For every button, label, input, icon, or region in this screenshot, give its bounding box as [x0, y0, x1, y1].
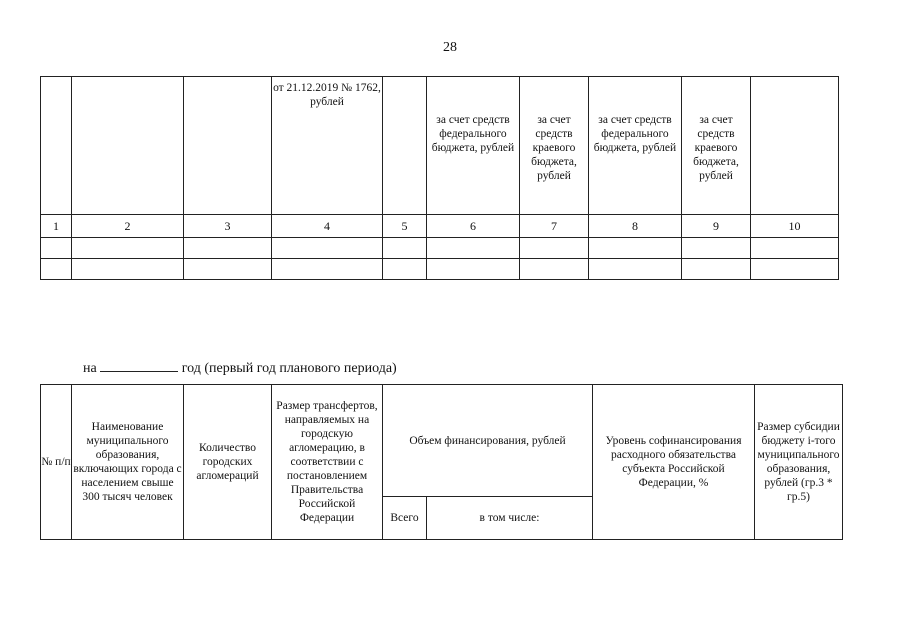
column-number-row	[41, 215, 839, 238]
top-header-cell-7: за счет средств краевого бюджета, рублей	[520, 77, 589, 215]
bottom-table-header-row	[41, 385, 843, 497]
empty-cell	[72, 238, 184, 259]
empty-cell	[41, 259, 72, 280]
top-header-cell-6: за счет средств федерального бюджета, рублей	[427, 77, 520, 215]
header-municipality-name: Наименование муниципального образования, включающих города с населением свыше 300 тысяч человек	[72, 385, 184, 540]
header-funding-total: Всего	[383, 497, 427, 540]
top-header-cell-9: за счет средств краевого бюджета, рублей	[682, 77, 751, 215]
period-line	[83, 359, 397, 377]
bottom-table	[40, 384, 843, 540]
header-transfer-size: Размер трансфертов, направляемых на городскую агломерацию, в соответствии с постановлением Правительства Российской Федерации	[272, 385, 383, 540]
top-header-cell-4: от 21.12.2019 № 1762, рублей	[272, 77, 383, 215]
top-header-cell-2	[72, 77, 184, 215]
top-table-header-row	[41, 77, 839, 215]
column-number: 10	[751, 215, 839, 238]
column-number: 1	[41, 215, 72, 238]
top-header-cell-8: за счет средств федерального бюджета, рублей	[589, 77, 682, 215]
header-agglomeration-count: Количество городских агломераций	[184, 385, 272, 540]
column-number: 2	[72, 215, 184, 238]
empty-cell	[682, 238, 751, 259]
header-funding-volume: Объем финансирования, рублей	[383, 385, 593, 497]
header-subsidy-size: Размер субсидии бюджету i-того муниципального образования, рублей (гр.3 * гр.5)	[755, 385, 843, 540]
header-funding-including: в том числе:	[427, 497, 593, 540]
header-row-number: № п/п	[41, 385, 72, 540]
table-row	[41, 238, 839, 259]
empty-cell	[272, 238, 383, 259]
empty-cell	[589, 259, 682, 280]
empty-cell	[427, 238, 520, 259]
empty-cell	[184, 238, 272, 259]
year-blank-line	[100, 359, 178, 372]
empty-cell	[383, 259, 427, 280]
column-number: 5	[383, 215, 427, 238]
empty-cell	[272, 259, 383, 280]
top-header-cell-10	[751, 77, 839, 215]
empty-cell	[383, 238, 427, 259]
page-number: 28	[443, 40, 457, 55]
column-number: 4	[272, 215, 383, 238]
empty-cell	[427, 259, 520, 280]
column-number: 3	[184, 215, 272, 238]
column-number: 6	[427, 215, 520, 238]
top-header-cell-1	[41, 77, 72, 215]
column-number: 8	[589, 215, 682, 238]
empty-cell	[184, 259, 272, 280]
empty-cell	[41, 238, 72, 259]
empty-cell	[751, 238, 839, 259]
empty-cell	[682, 259, 751, 280]
period-suffix: год (первый год планового периода)	[181, 361, 397, 376]
period-prefix: на	[83, 361, 97, 376]
column-number: 7	[520, 215, 589, 238]
empty-cell	[72, 259, 184, 280]
top-header-cell-5	[383, 77, 427, 215]
empty-cell	[751, 259, 839, 280]
empty-cell	[589, 238, 682, 259]
table-row	[41, 259, 839, 280]
column-number: 9	[682, 215, 751, 238]
empty-cell	[520, 238, 589, 259]
empty-cell	[520, 259, 589, 280]
header-cofinancing-level: Уровень софинансирования расходного обязательства субъекта Российской Федерации, %	[593, 385, 755, 540]
top-table	[40, 76, 839, 280]
top-header-cell-3	[184, 77, 272, 215]
